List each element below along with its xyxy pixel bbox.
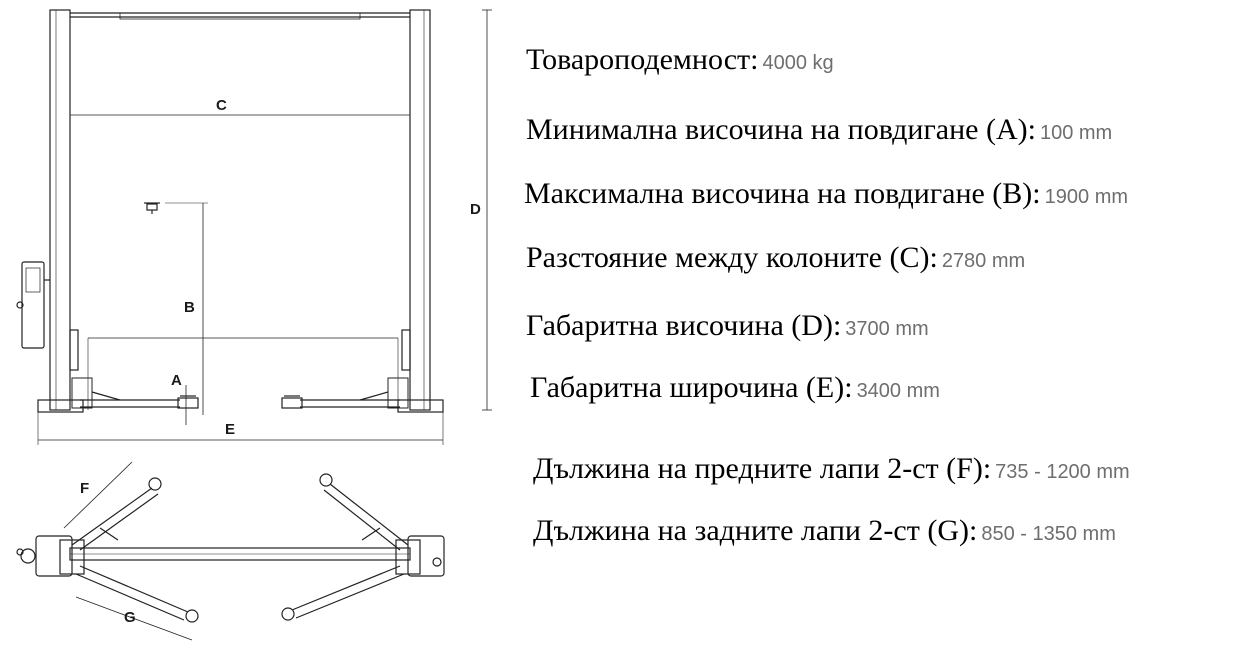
spec-overall-width (530, 373, 940, 403)
spec-max-height-value: 1900 mm (1044, 186, 1129, 208)
spec-max-height (524, 179, 1128, 209)
spec-overall-height (526, 311, 929, 341)
spec-overall-width-value: 3400 mm (856, 380, 940, 402)
spec-overall-height-label: Габаритна височина (D): (526, 309, 842, 342)
dim-label-e: E (225, 421, 236, 438)
spec-front-arm-length-label: Дължина на предните лапи 2-ст (F): (533, 452, 992, 485)
spec-rear-arm-length-label: Дължина на задните лапи 2-ст (G): (533, 514, 978, 547)
spec-column-distance-value: 2780 mm (941, 250, 1026, 272)
dim-label-f: F (80, 480, 90, 497)
spec-column-distance (526, 243, 1025, 273)
front-right-arm (320, 474, 408, 550)
spec-min-height-value: 100 mm (1039, 122, 1113, 144)
spec-overall-width-label: Габаритна широчина (E): (530, 371, 853, 404)
spec-capacity-label: Товароподемност: (526, 43, 759, 76)
spec-capacity-value: 4000 kg (762, 52, 834, 74)
spec-rear-arm-length-value: 850 - 1350 mm (981, 523, 1116, 545)
dim-label-b: B (184, 299, 195, 316)
spec-capacity (526, 45, 834, 75)
dim-label-g: G (124, 609, 136, 626)
spec-front-arm-length (533, 454, 1130, 484)
two-post-lift-diagram (0, 0, 500, 659)
spec-min-height (526, 115, 1112, 145)
front-view (17, 10, 492, 445)
dim-label-d: D (470, 201, 481, 218)
right-lift-arm (282, 378, 408, 408)
raised-lift-pad (144, 203, 160, 214)
right-column (410, 10, 430, 410)
dim-label-c: C (216, 97, 227, 114)
top-view-right-post (408, 536, 444, 576)
spec-column-distance-label: Разстояние между колоните (C): (526, 241, 938, 274)
rear-right-arm (282, 566, 404, 620)
left-column (50, 10, 70, 410)
power-unit (22, 262, 44, 348)
top-view-left-post (36, 536, 72, 576)
spec-overall-height-value: 3700 mm (845, 318, 929, 340)
spec-min-height-label: Минимална височина на повдигане (A): (526, 113, 1036, 146)
spec-front-arm-length-value: 735 - 1200 mm (995, 461, 1130, 483)
dimension-line-f (64, 462, 132, 528)
dimension-labels (80, 97, 481, 626)
rear-left-arm (76, 566, 198, 622)
spec-rear-arm-length (533, 516, 1116, 546)
spec-max-height-label: Максимална височина на повдигане (B): (524, 177, 1041, 210)
dim-label-a: A (171, 372, 182, 389)
